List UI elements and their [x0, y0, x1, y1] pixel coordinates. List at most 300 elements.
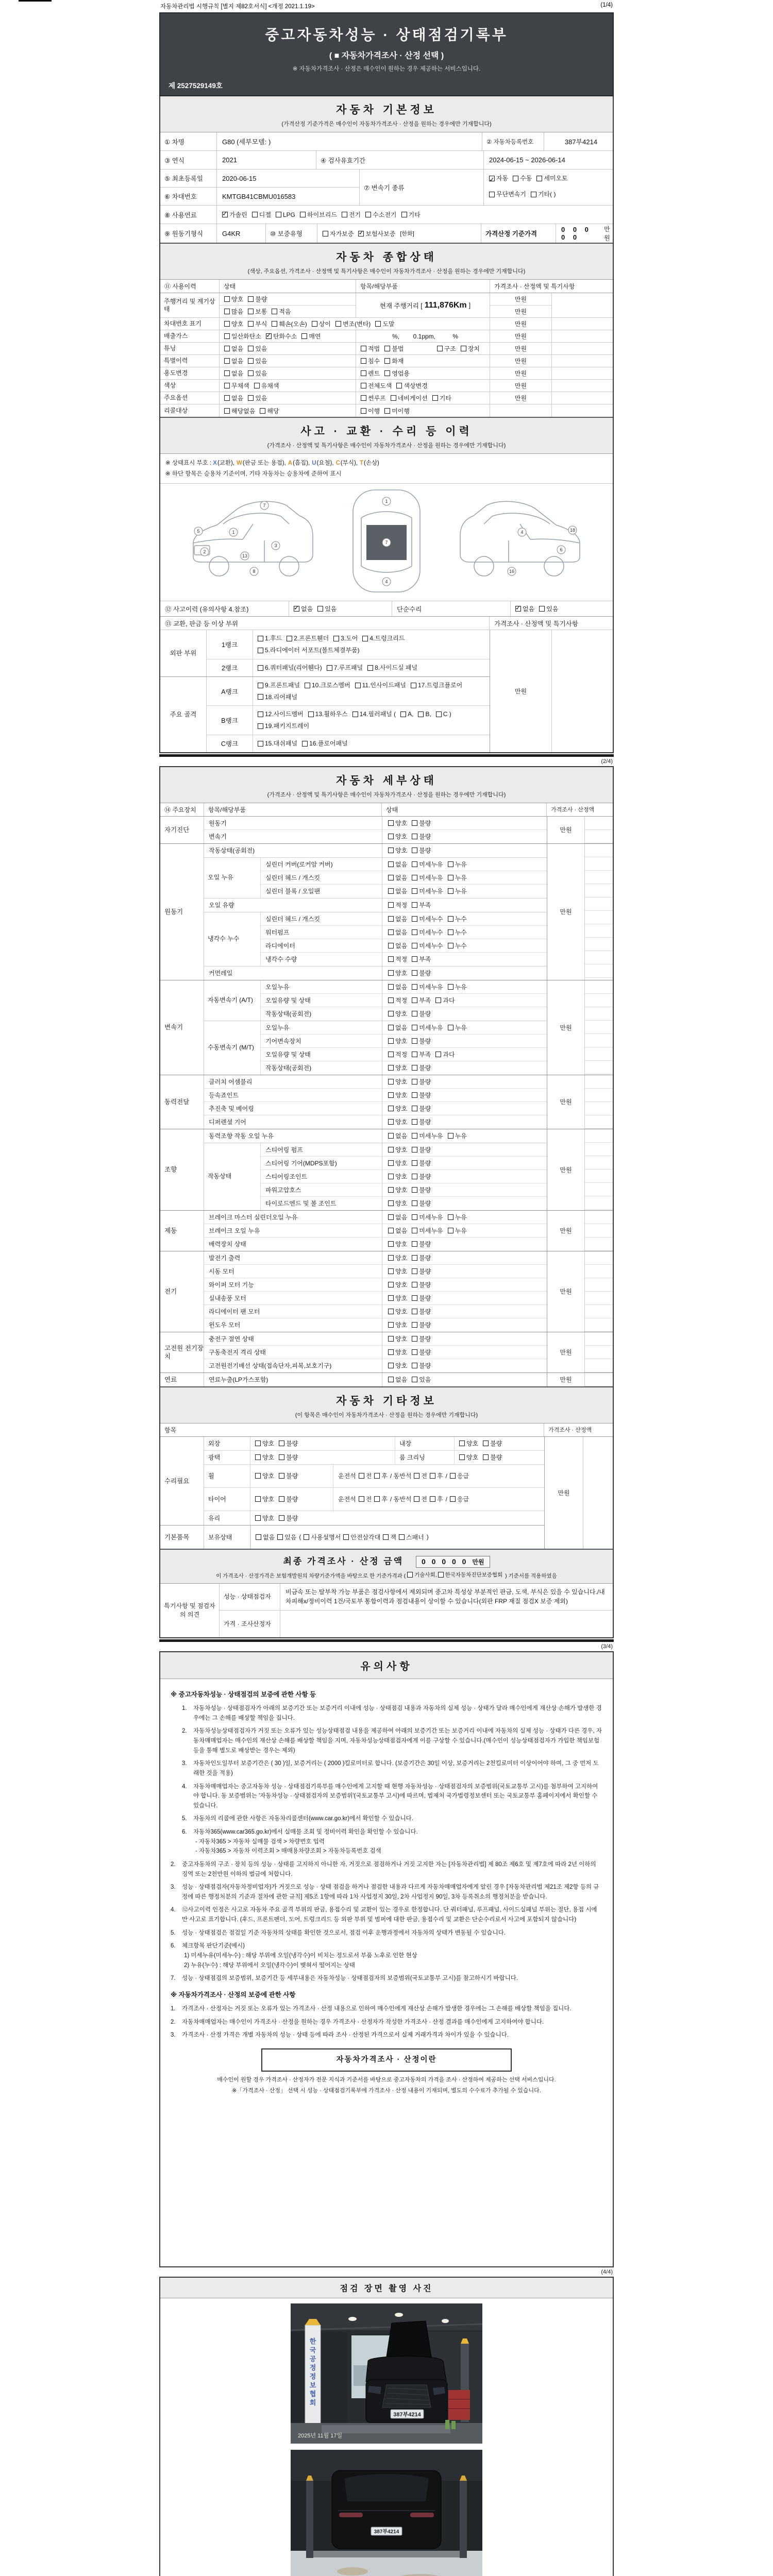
legend-label: (손상)	[364, 460, 379, 466]
checkbox[interactable]	[388, 984, 394, 990]
checkbox[interactable]	[343, 1534, 349, 1540]
checkbox[interactable]	[335, 321, 341, 327]
checkbox[interactable]	[342, 212, 347, 217]
checkbox[interactable]	[361, 383, 366, 388]
row-color	[160, 380, 613, 392]
checkbox[interactable]	[448, 916, 453, 922]
checkbox[interactable]	[359, 1496, 364, 1502]
checkbox[interactable]	[305, 683, 310, 688]
checkbox-label: 있음	[255, 345, 267, 352]
detail-row	[204, 1238, 547, 1251]
check-option	[258, 691, 297, 703]
checkbox[interactable]	[448, 1214, 453, 1220]
checkbox[interactable]	[448, 984, 453, 990]
checkbox[interactable]	[412, 1349, 417, 1355]
checkbox-label: 기타	[439, 395, 451, 402]
wheel-options	[250, 1465, 333, 1487]
checkbox[interactable]	[384, 370, 390, 376]
checkbox[interactable]	[388, 861, 394, 867]
checkbox[interactable]	[279, 1496, 284, 1502]
checkbox-label: 전	[365, 1472, 372, 1480]
checkbox[interactable]	[396, 383, 402, 388]
checkbox[interactable]	[258, 711, 263, 717]
checkbox[interactable]	[412, 861, 417, 867]
checkbox-label: 많음	[231, 308, 244, 315]
checkbox[interactable]	[430, 1473, 435, 1479]
checkbox[interactable]	[248, 346, 254, 351]
table-row	[160, 224, 613, 243]
state-options	[382, 953, 547, 966]
checkbox[interactable]	[279, 1515, 284, 1521]
row-tuning	[160, 343, 613, 355]
checkbox[interactable]	[272, 321, 277, 327]
checkbox[interactable]	[391, 395, 396, 401]
checkbox[interactable]	[483, 1454, 489, 1460]
check-option	[438, 1571, 503, 1579]
have-options	[256, 1533, 299, 1541]
checkbox[interactable]	[412, 1160, 417, 1166]
checkbox[interactable]	[412, 929, 417, 935]
checkbox[interactable]	[252, 212, 258, 217]
checkbox[interactable]	[513, 176, 518, 181]
checkbox[interactable]	[388, 1349, 394, 1355]
checkbox[interactable]	[224, 333, 230, 339]
checkbox[interactable]	[308, 711, 314, 717]
special-history-type-options	[356, 355, 490, 367]
checkbox[interactable]	[248, 370, 254, 376]
checkbox[interactable]	[401, 212, 407, 217]
checkbox-label: 없음	[231, 395, 244, 402]
checkbox[interactable]	[459, 1454, 465, 1460]
checkbox-checked[interactable]	[489, 176, 495, 181]
checkbox[interactable]	[361, 408, 366, 414]
checkbox[interactable]	[224, 370, 230, 376]
checkbox[interactable]	[260, 408, 265, 414]
checkbox-label: 불량	[419, 1294, 431, 1302]
check-option	[224, 406, 255, 415]
checkbox[interactable]	[388, 1295, 394, 1301]
notice-item: 1. 자동차성능 · 상태점검자가 아래의 보증기간 또는 보증거리 이내에 성능 · 상태점검 내용과 자동차의 실제 성능 · 상태가 달라 매수인에게 재산상 손해가 발생한 경우에는 그 손해를 배상할 책임을 집니다.	[182, 1705, 602, 1721]
checkbox[interactable]	[412, 1092, 417, 1098]
checkbox[interactable]	[412, 1174, 417, 1179]
checkbox[interactable]	[388, 1106, 394, 1111]
checkbox[interactable]	[248, 395, 254, 401]
table-row	[160, 151, 613, 170]
checkbox[interactable]	[448, 1228, 453, 1233]
checkbox[interactable]	[361, 370, 366, 376]
checkbox[interactable]	[388, 1052, 394, 1057]
checkbox[interactable]	[258, 665, 263, 671]
checkbox[interactable]	[255, 1515, 261, 1521]
checkbox[interactable]	[436, 711, 442, 717]
checkbox-label: 양호	[395, 847, 408, 855]
checkbox[interactable]	[388, 1255, 394, 1261]
rank-parts	[253, 735, 490, 752]
checkbox[interactable]	[412, 1377, 417, 1382]
checkbox-label: 도말	[382, 320, 395, 328]
checkbox[interactable]	[388, 1309, 394, 1314]
checkbox[interactable]	[412, 1065, 417, 1071]
table-header	[160, 280, 613, 293]
final-price-note: 이 가격조사 · 산정가격은 보험개발원의 차량기준가액을 바탕으로 한 기준가격과 ( 기술사회, 한국자동차진단보증협회 ) 기준서를 적용하였음	[216, 1571, 557, 1579]
checkbox-label: 양호	[262, 1472, 275, 1480]
checkbox[interactable]	[388, 820, 394, 826]
checkbox[interactable]	[483, 1440, 489, 1446]
checkbox[interactable]	[323, 231, 328, 236]
checkbox-label: 탄화수소	[273, 333, 297, 340]
row-glass	[204, 1511, 544, 1525]
checkbox[interactable]	[448, 1025, 453, 1030]
checkbox-label: 불량	[419, 1105, 431, 1112]
price-cell: 만원	[547, 1332, 584, 1372]
checkbox[interactable]	[254, 383, 260, 388]
checkbox[interactable]	[276, 212, 281, 217]
room-cleaning-label: 룸 크리닝	[395, 1451, 454, 1464]
checkbox[interactable]	[300, 212, 306, 217]
legend-code: U	[312, 460, 316, 466]
checkbox[interactable]	[412, 1282, 417, 1287]
check-option	[352, 708, 396, 720]
checkbox[interactable]	[412, 997, 417, 1003]
checkbox[interactable]	[412, 1119, 417, 1125]
check-option	[294, 604, 313, 613]
checkbox[interactable]	[400, 711, 406, 717]
checkbox[interactable]	[412, 984, 417, 990]
checkbox[interactable]	[384, 358, 390, 364]
checkbox[interactable]	[304, 1534, 309, 1540]
checkbox[interactable]	[224, 309, 230, 314]
checkbox[interactable]	[279, 1473, 284, 1479]
checkbox[interactable]	[414, 1496, 419, 1502]
check-option	[412, 941, 443, 950]
checkbox[interactable]	[388, 1025, 394, 1030]
check-option	[531, 189, 556, 200]
checkbox[interactable]	[388, 888, 394, 894]
checkbox[interactable]	[362, 636, 368, 641]
checkbox[interactable]	[255, 1473, 261, 1479]
checkbox[interactable]	[448, 929, 453, 935]
checkbox[interactable]	[412, 1187, 417, 1193]
checkbox[interactable]	[399, 1534, 405, 1540]
checkbox-label: 15.대쉬패널	[265, 739, 298, 747]
checkbox-checked[interactable]	[515, 606, 521, 612]
checkbox[interactable]	[248, 321, 254, 327]
checkbox[interactable]	[388, 1187, 394, 1193]
checkbox[interactable]	[388, 997, 394, 1003]
checkbox-checked[interactable]	[294, 606, 299, 612]
detail-row	[204, 1115, 547, 1129]
checkbox[interactable]	[255, 1440, 261, 1446]
checkbox[interactable]	[302, 741, 308, 747]
checkbox[interactable]	[412, 888, 417, 894]
checkbox[interactable]	[388, 1200, 394, 1206]
checkbox[interactable]	[224, 321, 230, 327]
interior-label: 내장	[395, 1437, 454, 1450]
checkbox[interactable]	[248, 309, 254, 314]
checkbox[interactable]	[258, 683, 263, 688]
checkbox-label: 누수	[455, 915, 467, 923]
checkbox[interactable]	[374, 1496, 380, 1502]
checkbox[interactable]	[412, 1268, 417, 1274]
checkbox[interactable]	[459, 1440, 465, 1446]
checkbox[interactable]	[333, 636, 339, 641]
check-option	[412, 1320, 431, 1329]
checkbox[interactable]	[412, 820, 417, 826]
checkbox[interactable]	[412, 1214, 417, 1220]
checkbox[interactable]	[375, 321, 381, 327]
checkbox[interactable]	[412, 1255, 417, 1261]
checkbox[interactable]	[388, 1174, 394, 1179]
check-option	[388, 1253, 407, 1262]
checkbox[interactable]	[412, 1309, 417, 1314]
checkbox[interactable]	[412, 834, 417, 839]
checkbox[interactable]	[448, 1133, 453, 1139]
checkbox-label: 미세누유	[419, 1227, 443, 1234]
checkbox[interactable]	[277, 1534, 283, 1540]
checkbox[interactable]	[388, 1147, 394, 1153]
checkbox[interactable]	[388, 1363, 394, 1368]
checkbox[interactable]	[438, 1572, 444, 1578]
checkbox[interactable]	[388, 916, 394, 922]
checkbox[interactable]	[361, 358, 366, 364]
detail-row	[261, 926, 547, 939]
checkbox-label: 없음	[231, 358, 244, 365]
checkbox[interactable]	[279, 1454, 284, 1460]
checkbox-label: 양호	[395, 1186, 408, 1194]
checkbox[interactable]	[248, 358, 254, 364]
checkbox-label: 양호	[262, 1496, 275, 1503]
price-cell: 만원	[547, 980, 584, 1075]
checkbox[interactable]	[224, 346, 230, 351]
checkbox[interactable]	[432, 395, 438, 401]
checkbox[interactable]	[435, 1052, 441, 1057]
checkbox[interactable]	[411, 683, 416, 688]
checkbox[interactable]	[531, 192, 536, 197]
checkbox[interactable]	[437, 346, 443, 351]
checkbox[interactable]	[412, 1052, 417, 1057]
col-price: 가격조사 · 산정액 및 특기사항	[494, 283, 575, 290]
checkbox[interactable]	[388, 834, 394, 839]
checkbox[interactable]	[388, 1092, 394, 1098]
item-label: 오일유량 및 상태	[265, 1050, 311, 1058]
checkbox[interactable]	[412, 1025, 417, 1030]
state-options	[382, 1075, 547, 1088]
check-option	[448, 873, 467, 882]
check-option	[412, 914, 443, 923]
checkbox[interactable]	[388, 1011, 394, 1016]
checkbox[interactable]	[361, 346, 366, 351]
notice-item: 2. 중고자동차의 구조 · 장치 등의 성능 · 상태를 고지하지 아니한 자, 거짓으로 점검하거나 거짓 고지한 자는 [자동차관리법] 제 80조 제6호 및 제7호에 따라 2년 이하의 징역 또는 2천만원 이하의 벌금에 처합니다.	[171, 1861, 596, 1877]
checkbox[interactable]	[461, 346, 466, 351]
checkbox[interactable]	[388, 902, 394, 908]
checkbox[interactable]	[317, 606, 323, 612]
state-options	[382, 1197, 547, 1210]
checkbox[interactable]	[412, 970, 417, 976]
checkbox[interactable]	[448, 888, 453, 894]
checkbox[interactable]	[279, 1440, 284, 1446]
device-label: 원동기	[160, 844, 204, 980]
checkbox[interactable]	[388, 1133, 394, 1139]
checkbox-label: 미세누수	[419, 928, 443, 936]
checkbox[interactable]	[412, 1336, 417, 1342]
check-option	[388, 982, 407, 991]
checkbox[interactable]	[312, 321, 317, 327]
checkbox[interactable]	[352, 711, 358, 717]
recall-done-options	[356, 404, 490, 417]
checkbox[interactable]	[412, 1228, 417, 1233]
checkbox[interactable]	[224, 296, 230, 302]
checkbox[interactable]	[258, 741, 263, 747]
checkbox[interactable]	[388, 1322, 394, 1328]
checkbox[interactable]	[359, 1473, 364, 1479]
checkbox[interactable]	[388, 1268, 394, 1274]
checkbox[interactable]	[388, 970, 394, 976]
checkbox[interactable]	[489, 192, 495, 197]
checkbox-label: 14.필러패널 (	[359, 710, 396, 718]
checkbox[interactable]	[412, 1106, 417, 1111]
checkbox[interactable]	[448, 943, 453, 948]
detail-row	[261, 939, 547, 953]
checkbox[interactable]	[388, 1241, 394, 1247]
checkbox[interactable]	[388, 1214, 394, 1220]
checkbox-checked[interactable]	[266, 333, 272, 339]
checkbox[interactable]	[388, 1038, 394, 1044]
checkbox[interactable]	[224, 383, 230, 388]
checkbox[interactable]	[327, 665, 332, 671]
check-option	[388, 1104, 407, 1113]
checkbox-label: 적음	[279, 308, 291, 315]
checkbox[interactable]	[388, 956, 394, 962]
checkbox-label: 미세누유	[419, 1132, 443, 1140]
checkbox[interactable]	[272, 309, 277, 314]
checkbox[interactable]	[412, 1147, 417, 1153]
checkbox[interactable]	[412, 1322, 417, 1328]
checkbox[interactable]	[536, 176, 542, 181]
checkbox[interactable]	[224, 358, 230, 364]
checkbox[interactable]	[412, 1079, 417, 1084]
checkbox[interactable]	[384, 346, 390, 351]
checkbox[interactable]	[412, 916, 417, 922]
checkbox-label: 사용설명서	[311, 1533, 341, 1541]
checkbox[interactable]	[418, 711, 424, 717]
checkbox[interactable]	[388, 875, 394, 880]
check-option	[358, 229, 395, 238]
checkbox[interactable]	[388, 1079, 394, 1084]
fuel-options	[217, 206, 613, 224]
checkbox[interactable]	[388, 1065, 394, 1071]
check-option	[432, 394, 451, 402]
checkbox[interactable]	[450, 1496, 456, 1502]
checkbox[interactable]	[412, 902, 417, 908]
checkbox[interactable]	[256, 1534, 261, 1540]
overall-state-subtitle: (색상, 주요옵션, 가격조사 · 산정액 및 특기사항은 매수인이 자동차가격조사 · 산정을 원하는 경우에만 기재합니다)	[247, 268, 526, 275]
checkbox[interactable]	[412, 1038, 417, 1044]
item-label: 윈도우 모터	[209, 1321, 241, 1329]
checkbox[interactable]	[388, 929, 394, 935]
checkbox-label: 양호	[466, 1440, 479, 1448]
check-option	[335, 319, 371, 328]
checkbox[interactable]	[407, 1572, 413, 1578]
checkbox[interactable]	[301, 333, 307, 339]
checkbox-label: 미이행	[392, 407, 410, 415]
checkbox[interactable]	[224, 395, 230, 401]
checkbox[interactable]	[255, 1496, 261, 1502]
checkbox[interactable]	[388, 1160, 394, 1166]
checkbox[interactable]	[248, 296, 254, 302]
checkbox[interactable]	[258, 694, 263, 700]
checkbox[interactable]	[448, 861, 453, 867]
notice-item: 4. ⑫사고이력 인정은 사고로 자동차 주요 골격 부위의 판금, 용접수리 및 교환이 있는 경우로 한정합니다. 단 쿼터패널, 루프패널, 사이드실패널 부위는 절단, 용접 시에만 사고로 표기합니다. (후드, 프론트펜더, 도어, 트렁크리드 등 외판 부위 및 범퍼에 대한 판금, 용접수리 및 교환은 단순수리로서 사고에 포함되지 않습니다)	[171, 1907, 597, 1923]
checkbox-checked[interactable]	[358, 231, 364, 236]
checkbox[interactable]	[388, 848, 394, 853]
checkbox[interactable]	[412, 1133, 417, 1139]
item-label: 작동상태(공회전)	[209, 847, 255, 855]
checkbox[interactable]	[412, 848, 417, 853]
checkbox[interactable]	[365, 212, 371, 217]
checkbox[interactable]	[414, 1473, 419, 1479]
legend-code: A	[288, 460, 293, 466]
item-label: 작동상태(공회전)	[265, 1010, 312, 1018]
checkbox[interactable]	[258, 648, 263, 653]
checkbox-label: 양호	[395, 1078, 408, 1086]
detail-section	[160, 1129, 613, 1211]
checkbox[interactable]	[430, 1496, 435, 1502]
main-options-state	[220, 392, 356, 404]
checkbox[interactable]	[412, 943, 417, 948]
checkbox[interactable]	[412, 1295, 417, 1301]
checkbox[interactable]	[412, 956, 417, 962]
checkbox[interactable]	[383, 1534, 389, 1540]
accident-history-row	[160, 601, 613, 617]
checkbox[interactable]	[258, 723, 263, 729]
item-label: 디퍼렌셜 기어	[209, 1118, 246, 1126]
checkbox-checked[interactable]	[222, 212, 228, 217]
checkbox[interactable]	[287, 636, 292, 641]
checkbox[interactable]	[367, 665, 373, 671]
checkbox[interactable]	[539, 606, 545, 612]
checkbox[interactable]	[412, 1241, 417, 1247]
check-option	[414, 1495, 427, 1503]
checkbox[interactable]	[388, 1119, 394, 1125]
price-cell: 만원	[547, 1075, 584, 1129]
checkbox[interactable]	[224, 408, 230, 414]
checkbox[interactable]	[388, 943, 394, 948]
checkbox[interactable]	[388, 1336, 394, 1342]
checkbox[interactable]	[448, 875, 453, 880]
item-label: 스티어링조인트	[265, 1173, 308, 1180]
checkbox[interactable]	[388, 1282, 394, 1287]
checkbox[interactable]	[361, 395, 366, 401]
checkbox[interactable]	[384, 408, 390, 414]
check-option	[448, 1226, 467, 1235]
checkbox[interactable]	[388, 1228, 394, 1233]
checkbox[interactable]	[412, 1363, 417, 1368]
checkbox[interactable]	[255, 1454, 261, 1460]
detail-section	[160, 1332, 613, 1373]
check-option	[412, 1145, 431, 1154]
checkbox[interactable]	[450, 1473, 456, 1479]
rank-name: A랭크	[207, 677, 253, 706]
checkbox[interactable]	[412, 1200, 417, 1206]
checkbox[interactable]	[412, 875, 417, 880]
checkbox[interactable]	[374, 1473, 380, 1479]
check-option	[396, 381, 427, 390]
checkbox[interactable]	[388, 1377, 394, 1382]
checkbox[interactable]	[435, 997, 441, 1003]
checkbox[interactable]	[355, 683, 361, 688]
checkbox[interactable]	[412, 1011, 417, 1016]
checkbox[interactable]	[258, 636, 263, 641]
